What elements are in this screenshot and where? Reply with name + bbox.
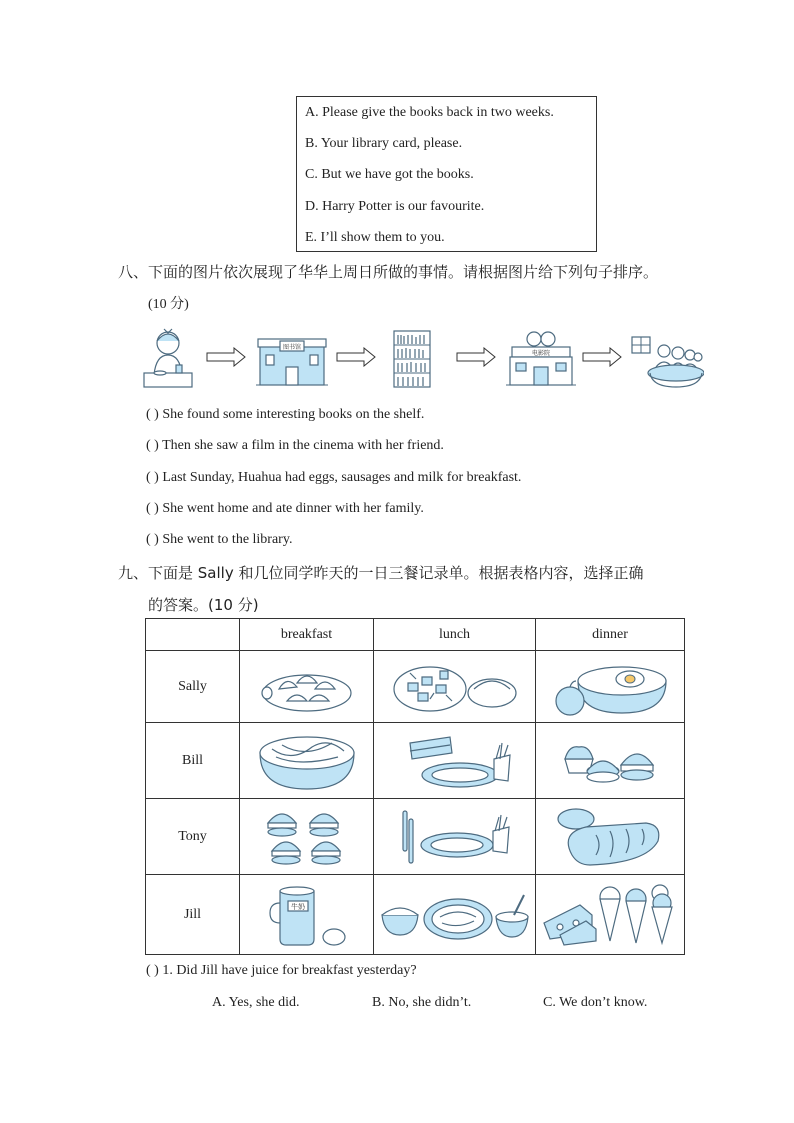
- section8-score: (10 分): [148, 297, 189, 312]
- dish-and-rice-icon: [390, 659, 520, 715]
- options-box: [296, 96, 597, 252]
- bill-breakfast-cell: [240, 723, 374, 799]
- row-name: Bill: [146, 723, 240, 799]
- cinema-sign: 电影院: [531, 350, 551, 357]
- option-d: D. Harry Potter is our favourite.: [305, 199, 485, 214]
- arrow-right-icon: [582, 347, 622, 367]
- sentence-1: ( ) She found some interesting books on the shelf.: [146, 407, 425, 422]
- section8-title: 八、下面的图片依次展现了华华上周日所做的事情。请根据图片给下列句子排序。: [118, 263, 659, 281]
- table-row: [146, 723, 685, 799]
- header-lunch: lunch: [374, 619, 536, 651]
- table-row: [146, 651, 685, 723]
- bill-lunch-cell: [374, 723, 536, 799]
- noodles-with-egg-icon: [550, 657, 670, 717]
- arrow-right-icon: [456, 347, 496, 367]
- meal-table: [145, 618, 685, 955]
- sally-dinner-cell: [536, 651, 685, 723]
- girl-breakfast-icon: [140, 325, 196, 391]
- option-e: E. I’ll show them to you.: [305, 230, 445, 245]
- cheese-and-icecream-icon: [540, 883, 680, 947]
- jill-lunch-cell: [374, 875, 536, 955]
- section9-title: 九、下面是 Sally 和几位同学昨天的一日三餐记录单。根据表格内容，选择正确: [118, 564, 644, 582]
- arrow-right-icon: [206, 347, 246, 367]
- question-1: ( ) 1. Did Jill have juice for breakfast yesterday?: [146, 963, 417, 978]
- tony-breakfast-cell: [240, 799, 374, 875]
- table-row: [146, 799, 685, 875]
- bookshelf-icon: [392, 329, 432, 389]
- chopsticks-and-fries-icon: [395, 805, 515, 869]
- option-b: B. Your library card, please.: [305, 136, 463, 151]
- milk-and-egg-icon: [262, 881, 352, 949]
- bill-dinner-cell: [536, 723, 685, 799]
- sandwich-and-fries-icon: [390, 729, 520, 793]
- sentence-4: ( ) She went home and ate dinner with her family.: [146, 501, 424, 516]
- dumplings-icon: [257, 659, 357, 715]
- sentence-5: ( ) She went to the library.: [146, 532, 293, 547]
- header-dinner: dinner: [536, 619, 685, 651]
- table-header-row: [146, 619, 685, 651]
- bread-icon: [550, 805, 670, 869]
- milk-label: 牛奶: [290, 902, 305, 911]
- option-a: A. Please give the books back in two weeks.: [305, 105, 554, 120]
- cinema-building-icon: [506, 329, 576, 389]
- noodle-bowl-icon: [252, 729, 362, 793]
- picture-strip: [140, 325, 710, 395]
- sally-lunch-cell: [374, 651, 536, 723]
- answer-b: B. No, she didn’t.: [372, 995, 472, 1010]
- library-building-icon: [256, 331, 328, 387]
- header-empty: [146, 619, 240, 651]
- row-name: Tony: [146, 799, 240, 875]
- header-breakfast: breakfast: [240, 619, 374, 651]
- answer-a: A. Yes, she did.: [212, 995, 300, 1010]
- tony-dinner-cell: [536, 799, 685, 875]
- rice-and-soup-icon: [380, 885, 530, 945]
- cake-and-burgers-icon: [555, 731, 665, 791]
- option-c: C. But we have got the books.: [305, 167, 474, 182]
- row-name: Sally: [146, 651, 240, 723]
- family-dinner-icon: [628, 333, 704, 389]
- library-sign: 图书馆: [282, 344, 302, 351]
- burgers-icon: [262, 805, 352, 869]
- jill-breakfast-cell: [240, 875, 374, 955]
- sentence-3: ( ) Last Sunday, Huahua had eggs, sausages and milk for breakfast.: [146, 470, 522, 485]
- arrow-right-icon: [336, 347, 376, 367]
- section9-title-line2: 的答案。(10 分): [148, 596, 259, 614]
- answer-c: C. We don’t know.: [543, 995, 648, 1010]
- jill-dinner-cell: [536, 875, 685, 955]
- sentence-2: ( ) Then she saw a film in the cinema with her friend.: [146, 438, 444, 453]
- sally-breakfast-cell: [240, 651, 374, 723]
- row-name: Jill: [146, 875, 240, 955]
- tony-lunch-cell: [374, 799, 536, 875]
- table-row: [146, 875, 685, 955]
